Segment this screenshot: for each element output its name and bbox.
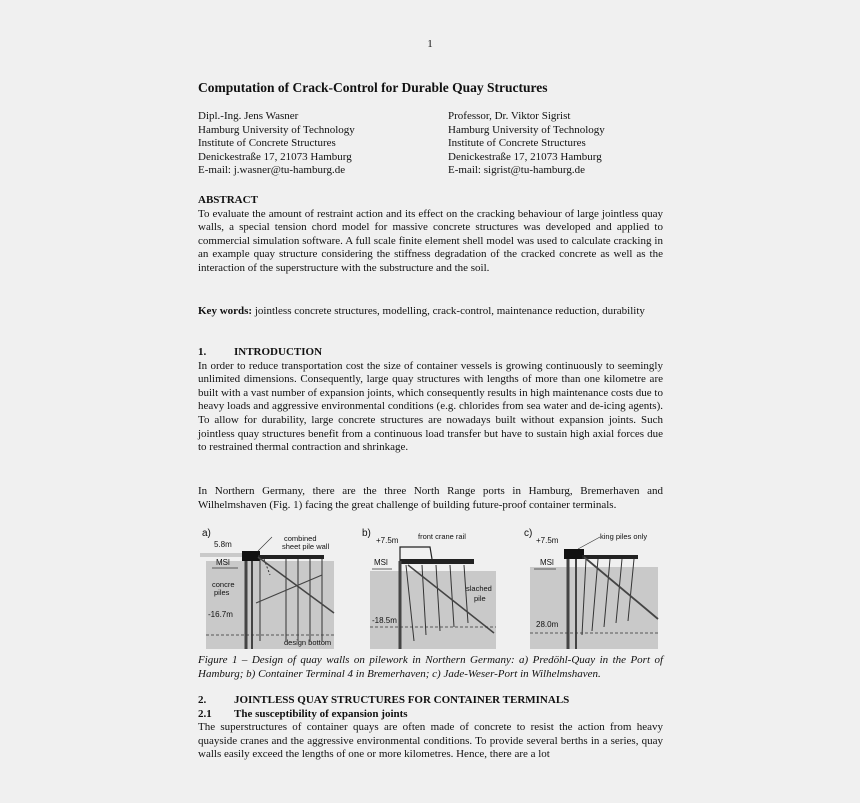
- figure-panel-c: [520, 523, 662, 651]
- section2-paragraph: The superstructures of container quays are often made of concrete to resist the action from heavy quayside cranes and the aggressive environmental conditions. To provide several berths in a series, quay walls easily exceed the lengths of one or more kilometres. Hence, there are a lot: [198, 721, 663, 761]
- level-bottom: -16.7m: [208, 610, 233, 619]
- figure-panel-a: [198, 523, 348, 651]
- rail-label: front crane rail: [418, 532, 466, 541]
- section-heading: 1. INTRODUCTION: [198, 346, 323, 358]
- bottom-label: design bottom: [284, 638, 332, 647]
- keywords: [198, 305, 663, 319]
- keywords-text: jointless concrete structures, modelling, crack-control, maintenance reduction, durability: [252, 305, 645, 317]
- svg-text:piles: piles: [214, 588, 230, 597]
- crane-beam: [564, 549, 584, 559]
- author-institute: Institute of Concrete Structures: [198, 137, 336, 150]
- author-university: Hamburg University of Technology: [448, 123, 605, 136]
- svg-text:pile: pile: [474, 594, 486, 603]
- abstract-heading: ABSTRACT: [198, 194, 258, 206]
- level-top: +7.5m: [536, 536, 559, 545]
- level-top: 5.8m: [214, 540, 232, 549]
- author-name: Dipl.-Ing. Jens Wasner: [198, 110, 299, 122]
- section-introduction: [198, 346, 663, 455]
- crane-beam: [242, 551, 260, 561]
- subsection-heading: 2.1 The susceptibility of expansion joints: [198, 707, 408, 720]
- author-institute: Institute of Concrete Structures: [448, 137, 586, 150]
- intro-paragraph-2: In Northern Germany, there are the three North Range ports in Hamburg, Bremerhaven and Wilhelmshaven (Fig. 1) facing the great challenge of building future-proof container terminals.: [198, 485, 663, 511]
- author-name: Professor, Dr. Viktor Sigrist: [448, 110, 571, 122]
- panel-label: c): [524, 528, 533, 539]
- author-1: [198, 110, 355, 178]
- msl-label: MSl: [540, 558, 554, 567]
- author-email: E-mail: sigrist@tu-hamburg.de: [448, 164, 586, 177]
- water-area: [370, 571, 496, 649]
- pile-label: slached: [466, 584, 492, 593]
- king-label: king piles only: [600, 532, 648, 541]
- level-top: +7.5m: [376, 536, 399, 545]
- intro-paragraph-1: In order to reduce transportation cost the size of container vessels is growing continuously to seemingly unlimited dimensions. Consequently, large quay structures with lengths of more than one kilometre are built with a vast number of expansion joints, which consequently results in high maintenance costs due to heavy loads and aggressive environmental conditions (e.g. chlorides from sea water and de-icing agents). To allow for durability, large concrete structures are nowadays built without expansion joints. Such jointless quay structures benefit from a continuous load transfer but have to sustain high axial forces due to restrained thermal contraction and shrinkage.: [198, 359, 663, 454]
- level-bottom: 28.0m: [536, 620, 559, 629]
- msl-label: MSl: [216, 558, 230, 567]
- deck-beam: [400, 559, 474, 564]
- panel-label: a): [202, 528, 211, 539]
- section-heading: 2. JOINTLESS QUAY STRUCTURES FOR CONTAINER TERMINALS: [198, 694, 570, 706]
- msl-label: MSl: [374, 558, 388, 567]
- author-university: Hamburg University of Technology: [198, 123, 355, 136]
- page-number: 1: [427, 38, 433, 50]
- svg-text:sheet pile wall: sheet pile wall: [282, 542, 330, 551]
- author-address: Denickestraße 17, 21073 Hamburg: [448, 150, 602, 163]
- keywords-label: Key words:: [198, 305, 253, 317]
- section-jointless-quay: [198, 694, 663, 762]
- figure-panel-b: [360, 523, 506, 651]
- author-address: Denickestraße 17, 21073 Hamburg: [198, 150, 352, 163]
- figure-caption: Figure 1 – Design of quay walls on pilework in Northern Germany: a) Predöhl-Quay in the Port of Hamburg; b) Container Terminal 4 in Bremerhaven; c) Jade-Weser-Port in Wilhelmshaven.: [198, 654, 663, 680]
- abstract-text: To evaluate the amount of restraint action and its effect on the cracking behaviour of large jointless quay walls, a special tension chord model for massive concrete structures was developed and applied to commercial simulation software. A full scale finite element shell model was used to calculate cracking in an example quay structure considering the stiffness degradation of the cracked concrete as well as the interaction of the superstructure with the substructure and the soil.: [198, 207, 663, 274]
- piles-label: concre: [212, 580, 235, 589]
- paper-title: Computation of Crack-Control for Durable Quay Structures: [198, 80, 548, 95]
- author-2: [448, 110, 605, 178]
- wall-label: combined: [284, 534, 317, 543]
- figure-1: [198, 523, 662, 651]
- level-bottom: -18.5m: [372, 616, 397, 625]
- author-email: E-mail: j.wasner@tu-hamburg.de: [198, 164, 346, 177]
- abstract-section: [198, 194, 663, 276]
- panel-label: b): [362, 528, 371, 539]
